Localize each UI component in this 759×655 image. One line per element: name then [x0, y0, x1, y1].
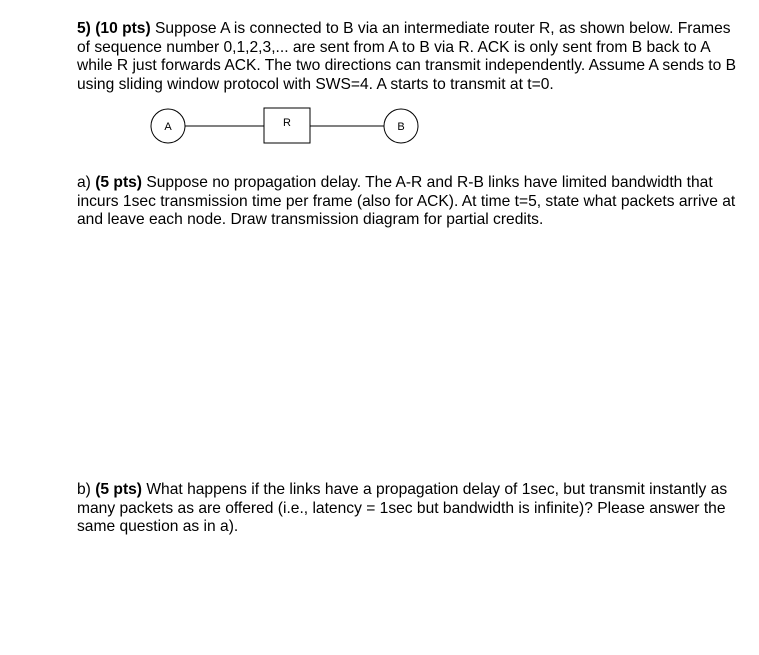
part-b: [77, 481, 737, 537]
part-a-text: Suppose no propagation delay. The A-R and R-B links have limited bandwidth that incurs 1sec transmission time per frame (also for ACK). At time t=5, state what packets arrive at and leave each node. Draw transmission diagram for partial credits.: [77, 174, 736, 228]
part-a: [77, 174, 737, 230]
part-a-points: (5 pts): [95, 174, 142, 191]
question-points: (10 pts): [95, 20, 151, 37]
part-b-text: What happens if the links have a propagation delay of 1sec, but transmit instantly as many packets as are offered (i.e., latency = 1sec but bandwidth is infinite)? Please answer the same question as in a).: [77, 481, 728, 535]
part-a-label: a): [77, 174, 91, 191]
node-a-label: A: [164, 121, 172, 133]
question-number: 5): [77, 20, 91, 37]
part-b-points: (5 pts): [95, 481, 142, 498]
part-b-label: b): [77, 481, 91, 498]
question-text: Suppose A is connected to B via an intermediate router R, as shown below. Frames of sequence number 0,1,2,3,... are sent from A to B via R. ACK is only sent from B back to A while R just forwards ACK. The two directions can transmit independently. Assume A sends to B using sliding window protocol with SWS=4. A starts to transmit at t=0.: [77, 20, 737, 93]
router-label: R: [283, 117, 291, 129]
node-b-label: B: [397, 121, 405, 133]
